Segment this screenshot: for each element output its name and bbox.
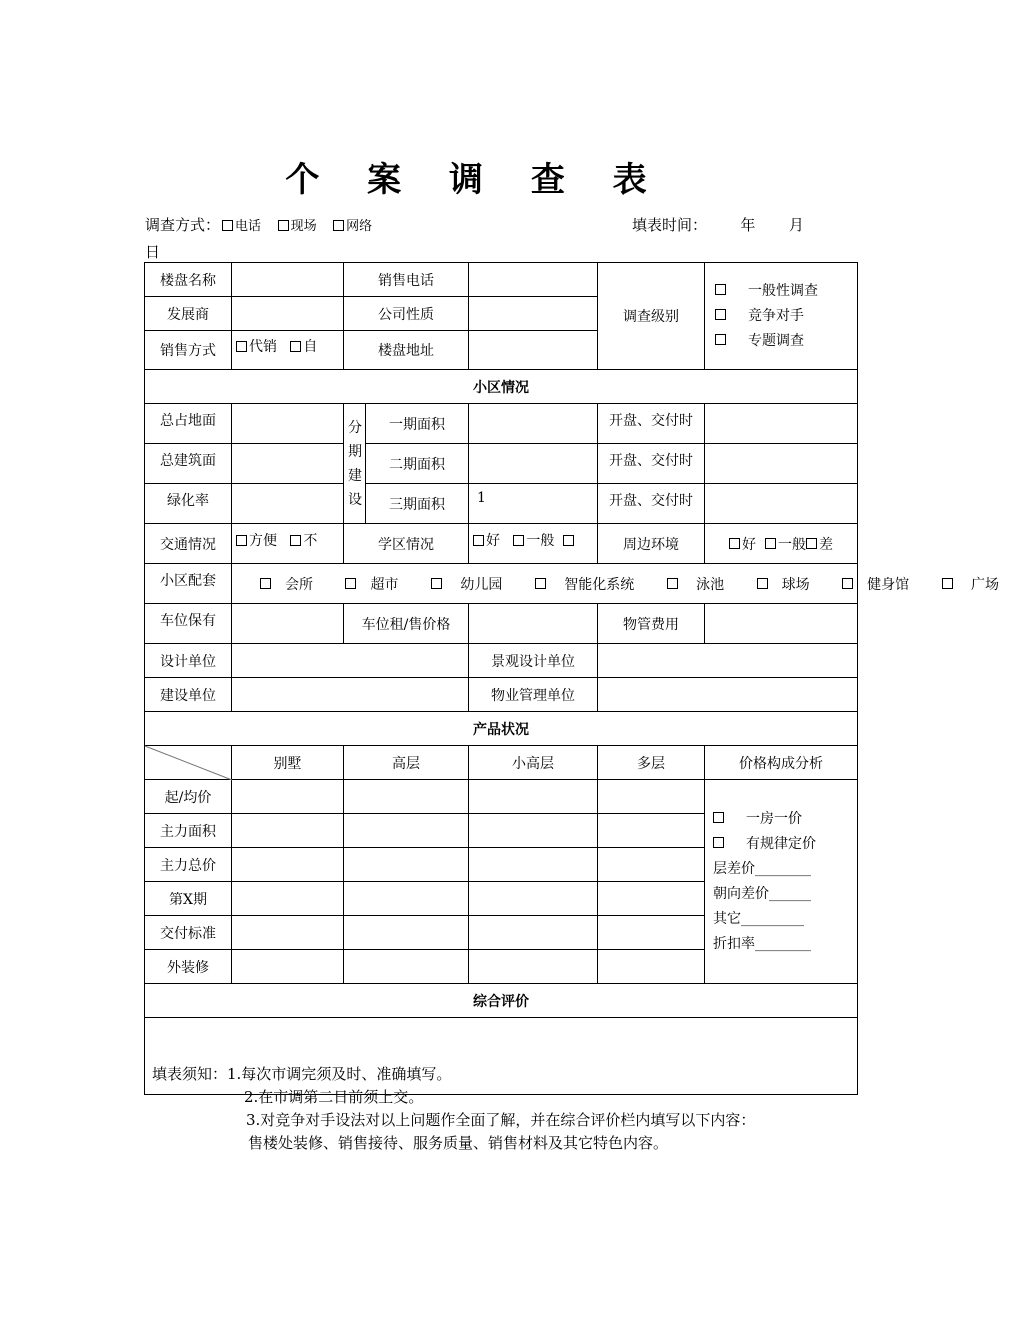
checkbox-icon[interactable] [842, 578, 853, 589]
pricing-orient-diff: 朝向差价______ [713, 885, 811, 902]
phase1-label: 一期面积 [366, 404, 469, 444]
total-area-field[interactable] [232, 404, 344, 444]
cell[interactable] [598, 950, 705, 984]
surround-label: 周边环境 [598, 524, 705, 564]
facility-gym: 健身馆 [867, 576, 910, 593]
developer-label: 发展商 [145, 297, 232, 331]
developer-field[interactable] [232, 297, 344, 331]
parking-field[interactable] [232, 604, 344, 644]
row-delivery: 交付标准 [145, 916, 232, 950]
product-heading: 产品状况 [145, 712, 858, 746]
cell[interactable] [469, 916, 598, 950]
parking-price-field[interactable] [469, 604, 598, 644]
col-villa: 别墅 [232, 746, 344, 780]
survey-method-label: 调查方式： [145, 216, 221, 234]
col-midrise: 小高层 [469, 746, 598, 780]
facilities-options [232, 564, 999, 604]
cell[interactable] [344, 814, 469, 848]
fill-time-label: 填表时间： [632, 216, 708, 234]
cell[interactable] [598, 780, 705, 814]
method-option-phone: 电话 [235, 219, 262, 234]
cell[interactable] [469, 882, 598, 916]
cell[interactable] [344, 882, 469, 916]
company-nature-field[interactable] [469, 297, 598, 331]
method-option-onsite: 现场 [290, 219, 317, 234]
checkbox-icon[interactable] [236, 341, 247, 352]
checkbox-icon[interactable] [260, 578, 271, 589]
phase1-field[interactable] [469, 404, 598, 444]
checkbox-icon[interactable] [715, 284, 726, 295]
survey-form-table [144, 262, 999, 1095]
cell[interactable] [344, 950, 469, 984]
note-line-2: 2.在市调第二日前须上交。 [244, 1088, 424, 1106]
company-nature-label: 公司性质 [344, 297, 469, 331]
cell[interactable] [344, 916, 469, 950]
cell[interactable] [598, 916, 705, 950]
sales-option-self: 自 [303, 339, 318, 355]
cell[interactable] [232, 916, 344, 950]
sales-phone-field[interactable] [469, 263, 598, 297]
facility-supermarket: 超市 [370, 576, 399, 593]
pricing-opt-one-price[interactable]: 一房一价 [713, 807, 853, 832]
pricing-discount: 折扣率________ [713, 935, 811, 952]
cell[interactable] [598, 848, 705, 882]
pricing-floor-diff: 层差价________ [713, 860, 811, 877]
school-option-good: 好 [486, 533, 500, 549]
facilities-label: 小区配套 [145, 564, 232, 604]
pricing-opt-regular[interactable]: 有规律定价 [713, 832, 853, 857]
phase2-field[interactable] [469, 444, 598, 484]
address-label: 楼盘地址 [344, 331, 469, 370]
sales-method-label: 销售方式 [145, 331, 232, 370]
design-unit-field[interactable] [232, 644, 469, 678]
facility-clubhouse: 会所 [285, 576, 313, 593]
traffic-option-inconvenient: 不 [303, 533, 318, 549]
cell[interactable] [469, 814, 598, 848]
phase3-label: 三期面积 [366, 484, 469, 524]
checkbox-icon[interactable] [236, 535, 247, 546]
cell[interactable] [469, 780, 598, 814]
checkbox-icon[interactable] [806, 538, 817, 549]
checkbox-icon[interactable] [431, 578, 442, 589]
checkbox-icon[interactable] [713, 812, 724, 823]
construction-field[interactable] [232, 678, 469, 712]
pricing-other: 其它_________ [713, 910, 804, 927]
survey-level-options [705, 263, 858, 370]
property-fee-label: 物管费用 [598, 604, 705, 644]
year-label: 年 [740, 216, 756, 234]
facility-plaza: 广场 [970, 576, 999, 593]
checkbox-icon[interactable] [757, 578, 768, 589]
onsite-checkbox[interactable] [278, 220, 289, 231]
open-time-label-2: 开盘、交付时 [598, 444, 705, 484]
cell[interactable] [232, 780, 344, 814]
total-build-label: 总建筑面 [145, 444, 232, 484]
project-name-field[interactable] [232, 263, 344, 297]
survey-level-label: 调查级别 [598, 263, 705, 370]
fill-time [632, 214, 804, 235]
parking-price-label: 车位租/售价格 [344, 604, 469, 644]
level-general[interactable]: 一般性调查 [715, 279, 853, 304]
school-options [469, 524, 598, 564]
surround-option-average: 一般 [777, 536, 806, 553]
landscape-field[interactable] [598, 644, 858, 678]
level-special[interactable]: 专题调查 [715, 329, 853, 354]
green-rate-label: 绿化率 [145, 484, 232, 524]
sales-phone-label: 销售电话 [344, 263, 469, 297]
checkbox-icon[interactable] [667, 578, 678, 589]
pricing-analysis-box [705, 780, 858, 984]
checkbox-icon[interactable] [715, 309, 726, 320]
traffic-options [232, 524, 344, 564]
row-main-total: 主力总价 [145, 848, 232, 882]
row-price: 起/均价 [145, 780, 232, 814]
survey-method [145, 214, 372, 235]
day-label: 日 [145, 243, 161, 261]
facility-court: 球场 [781, 576, 810, 593]
design-unit-label: 设计单位 [145, 644, 232, 678]
parking-label: 车位保有 [145, 604, 232, 644]
checkbox-icon[interactable] [715, 334, 726, 345]
property-mgmt-field[interactable] [598, 678, 858, 712]
checkbox-icon[interactable] [942, 578, 953, 589]
cell[interactable] [344, 848, 469, 882]
traffic-option-convenient: 方便 [249, 533, 277, 549]
property-mgmt-label: 物业管理单位 [469, 678, 598, 712]
checkbox-icon[interactable] [713, 837, 724, 848]
web-checkbox[interactable] [333, 220, 344, 231]
traffic-label: 交通情况 [145, 524, 232, 564]
address-field[interactable] [469, 331, 598, 370]
phase2-label: 二期面积 [366, 444, 469, 484]
note-line-4: 售楼处装修、销售接待、服务质量、销售材料及其它特色内容。 [248, 1134, 669, 1152]
facility-kindergarten: 幼儿园 [460, 576, 503, 593]
checkbox-icon[interactable] [563, 535, 574, 546]
property-fee-field[interactable] [705, 604, 858, 644]
cell[interactable] [232, 882, 344, 916]
checkbox-icon[interactable] [513, 535, 524, 546]
phase3-field[interactable]: 1 [469, 484, 598, 524]
col-pricing-analysis: 价格构成分析 [705, 746, 858, 780]
row-main-area: 主力面积 [145, 814, 232, 848]
note-line-3: 3.对竞争对手设法对以上问题作全面了解，并在综合评价栏内填写以下内容： [246, 1111, 756, 1129]
open-time-label-3: 开盘、交付时 [598, 484, 705, 524]
sales-method-options [232, 331, 344, 370]
green-rate-field[interactable] [232, 484, 344, 524]
open-time-field-2[interactable] [705, 444, 858, 484]
row-exterior: 外装修 [145, 950, 232, 984]
cell[interactable] [232, 950, 344, 984]
facility-smart-system: 智能化系统 [564, 576, 635, 593]
diagonal-line [145, 746, 232, 780]
cell[interactable] [344, 780, 469, 814]
cell[interactable] [469, 848, 598, 882]
total-build-field[interactable] [232, 444, 344, 484]
cell[interactable] [469, 950, 598, 984]
sales-option-agency: 代销 [249, 339, 277, 355]
checkbox-icon[interactable] [535, 578, 546, 589]
community-heading: 小区情况 [145, 370, 858, 404]
project-name-label: 楼盘名称 [145, 263, 232, 297]
level-competitor[interactable]: 竞争对手 [715, 304, 853, 329]
checkbox-icon[interactable] [290, 341, 301, 352]
open-time-field-1[interactable] [705, 404, 858, 444]
school-option-average: 一般 [526, 533, 555, 549]
surround-options [705, 524, 858, 564]
phone-checkbox[interactable] [222, 220, 233, 231]
school-label: 学区情况 [344, 524, 469, 564]
total-area-label: 总占地面 [145, 404, 232, 444]
checkbox-icon[interactable] [290, 535, 301, 546]
checkbox-icon[interactable] [345, 578, 356, 589]
phase-label: 分 期 建 设 [344, 404, 366, 524]
evaluation-heading: 综合评价 [145, 984, 858, 1018]
cell[interactable] [598, 814, 705, 848]
note-line-1: 填表须知：1.每次市调完须及时、准确填写。 [152, 1065, 452, 1083]
surround-option-good: 好 [742, 536, 757, 553]
cell[interactable] [598, 882, 705, 916]
cell[interactable] [232, 814, 344, 848]
checkbox-icon[interactable] [473, 535, 484, 546]
checkbox-icon[interactable] [765, 538, 776, 549]
month-label: 月 [788, 216, 804, 234]
col-highrise: 高层 [344, 746, 469, 780]
method-option-web: 网络 [346, 219, 373, 234]
cell[interactable] [232, 848, 344, 882]
construction-label: 建设单位 [145, 678, 232, 712]
row-phase: 第Ⅹ期 [145, 882, 232, 916]
diagonal-header-cell [145, 746, 232, 780]
facility-pool: 泳池 [696, 576, 725, 593]
open-time-field-3[interactable] [705, 484, 858, 524]
surround-option-poor: 差 [818, 536, 833, 553]
landscape-label: 景观设计单位 [469, 644, 598, 678]
open-time-label-1: 开盘、交付时 [598, 404, 705, 444]
checkbox-icon[interactable] [729, 538, 740, 549]
page-title: 个 案 调 查 表 [285, 160, 665, 200]
col-multistory: 多层 [598, 746, 705, 780]
